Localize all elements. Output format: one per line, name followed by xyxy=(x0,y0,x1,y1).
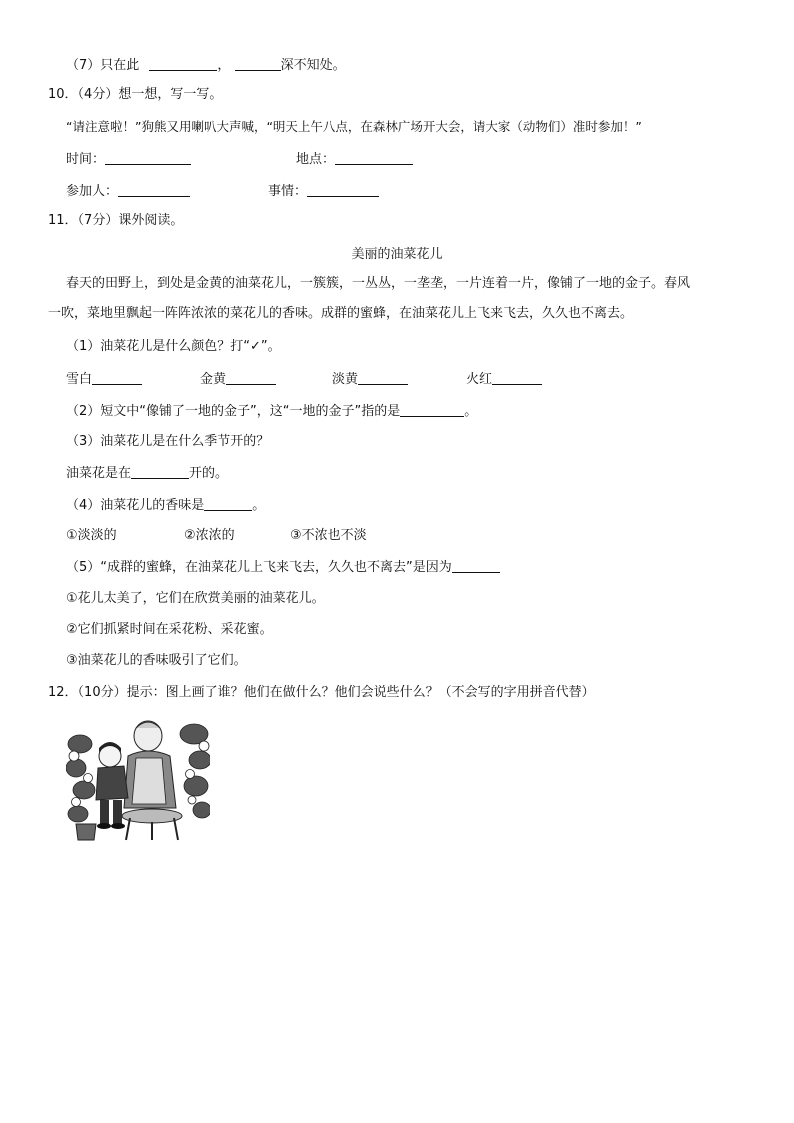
q11-sub5-blank[interactable] xyxy=(452,558,500,573)
q11-sub1: （1）油菜花儿是什么颜色？打“✓”。 xyxy=(66,339,281,354)
q10-participants xyxy=(66,182,190,201)
q10-place-label: 地点： xyxy=(296,152,336,167)
q10-time-blank[interactable] xyxy=(105,150,191,165)
q11-sub3-blank[interactable] xyxy=(131,464,189,479)
q9-item7 xyxy=(66,56,346,75)
q11-sub5-option-3: ③油菜花儿的香味吸引了它们。 xyxy=(66,653,247,668)
q11-sub2-blank[interactable] xyxy=(400,402,464,417)
q10-participants-label: 参加人： xyxy=(66,184,119,199)
q10-place-blank[interactable] xyxy=(335,150,413,165)
q11-sub3-answer-end: 开的。 xyxy=(189,466,229,481)
passage-title: 美丽的油菜花儿 xyxy=(351,247,443,262)
q11-sub4-option-1: ①淡淡的 xyxy=(66,528,117,543)
q9-item7-sep: ， xyxy=(217,58,231,73)
q11-sub4-blank[interactable] xyxy=(204,496,252,511)
q11-sub4-option-3: ③不浓也不淡 xyxy=(290,528,367,543)
q11-sub3-answer-text: 油菜花是在 xyxy=(66,466,132,481)
q11-sub4-text: （4）油菜花儿的香味是 xyxy=(66,498,205,513)
q11-sub5-text: （5）“成群的蜜蜂，在油菜花儿上飞来飞去，久久也不离去”是因为 xyxy=(66,560,452,575)
q11-sub4-option-2: ②浓浓的 xyxy=(184,528,235,543)
color-option-1 xyxy=(66,370,142,389)
color-blank[interactable] xyxy=(358,370,408,385)
q10-quote: “请注意啦！”狗熊又用喇叭大声喊，“明天上午八点，在森林广场开大会，请大家（动物们）准时参加！” xyxy=(66,119,642,134)
illustration-grandma-and-child xyxy=(66,716,210,842)
color-option-3 xyxy=(332,370,408,389)
q10-event-blank[interactable] xyxy=(307,182,379,197)
color-option-2 xyxy=(200,370,276,389)
q11-heading: 11．（7分）课外阅读。 xyxy=(48,213,184,228)
q11-sub2-end: 。 xyxy=(464,404,478,419)
q11-sub5 xyxy=(66,558,500,577)
q9-item7-blank1[interactable] xyxy=(149,56,217,71)
q10-heading: 10．（4分）想一想，写一写。 xyxy=(48,87,223,102)
q10-event xyxy=(268,182,379,201)
q11-sub5-option-2: ②它们抓紧时间在采花粉、采花蜜。 xyxy=(66,622,273,637)
q11-sub2 xyxy=(66,402,477,421)
color-label: 淡黄 xyxy=(332,372,359,387)
q9-item7-blank2[interactable] xyxy=(235,56,281,71)
passage-line-2: 一吹，菜地里飘起一阵阵浓浓的菜花儿的香味。成群的蜜蜂，在油菜花儿上飞来飞去，久久也不离去。 xyxy=(48,306,634,321)
q10-place xyxy=(296,150,413,169)
q10-time-label: 时间： xyxy=(66,152,106,167)
q11-sub3: （3）油菜花儿是在什么季节开的？ xyxy=(66,434,270,449)
q9-item7-label: （7）只在此 xyxy=(66,58,140,73)
q11-sub4-end: 。 xyxy=(252,498,266,513)
q9-item7-tail: 深不知处。 xyxy=(280,58,346,73)
color-blank[interactable] xyxy=(492,370,542,385)
q10-time xyxy=(66,150,191,169)
q10-event-label: 事情： xyxy=(268,184,308,199)
q11-sub3-answer xyxy=(66,464,228,483)
q10-participants-blank[interactable] xyxy=(118,182,190,197)
color-blank[interactable] xyxy=(226,370,276,385)
q12-heading: 12．（10分）提示：图上画了谁？他们在做什么？他们会说些什么？（不会写的字用拼音代替） xyxy=(48,685,595,700)
q11-sub5-option-1: ①花儿太美了，它们在欣赏美丽的油菜花儿。 xyxy=(66,591,325,606)
color-label: 雪白 xyxy=(66,372,93,387)
q11-sub4 xyxy=(66,496,265,515)
passage-line-1: 春天的田野上，到处是金黄的油菜花儿，一簇簇，一丛丛，一垄垄，一片连着一片，像铺了一地的金子。春风 xyxy=(66,276,691,291)
color-label: 火红 xyxy=(466,372,493,387)
color-label: 金黄 xyxy=(200,372,227,387)
color-option-4 xyxy=(466,370,542,389)
color-blank[interactable] xyxy=(92,370,142,385)
q11-sub2-text: （2）短文中“像铺了一地的金子”，这“一地的金子”指的是 xyxy=(66,404,401,419)
